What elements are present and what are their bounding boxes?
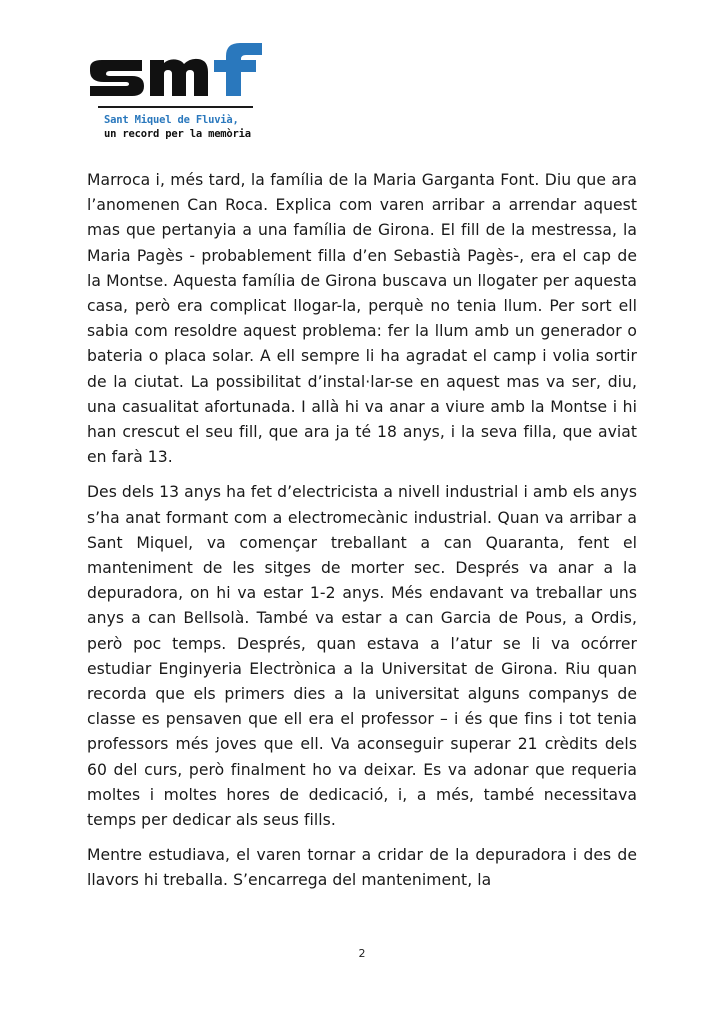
- page-number: 2: [358, 947, 366, 960]
- logo-divider: [98, 106, 253, 108]
- paragraph: Des dels 13 anys ha fet d’electricista a nivell industrial i amb els anys s’ha anat formant com a electromecànic industrial. Quan va arribar a Sant Miquel, va començar treballant a can Quaranta, fent el manteniment de les sitges de morter sec. Després va anar a la depuradora, on hi va estar 1-2 anys. Més endavant va treballar uns anys a can Bellsolà. També va estar a can Garcia de Pous, a Ordis, però poc temps. Després, quan estava a l’atur se li va ocórrer estudiar Enginyeria Electrònica a la Universitat de Girona. Riu quan recorda que els primers dies a la universitat alguns companys de classe es pensaven que ell era el professor – i és que fins i tot tenia professors més joves que ell. Va aconseguir superar 21 crèdits dels 60 del curs, però finalment ho va deixar. Es va adonar que requeria moltes i moltes hores de dedicació, i, a més, també necessitava temps per dedicar als seus fills.: [87, 483, 637, 830]
- paragraph: Marroca i, més tard, la família de la Maria Garganta Font. Diu que ara l’anomenen Can Roca. Explica com varen arribar a arrendar aquest mas que pertanyia a una família de Girona. El fill de la mestressa, la Maria Pagès - probablement filla d’en Sebastià Pagès-, era el cap de la Montse. Aquesta família de Girona buscava un llogater per aquesta casa, però era complicat llogar-la, perquè no tenia llum. Per sort ell sabia com resoldre aquest problema: fer la llum amb un generador o bateria o placa solar. A ell sempre li ha agradat el camp i volia sortir de la ciutat. La possibilitat d’instal·lar-se en aquest mas va ser, diu, una casualitat afortunada. I allà hi va anar a viure amb la Montse i hi han crescut el seu fill, que ara ja té 18 anys, i la seva filla, que aviat en farà 13.: [87, 171, 637, 467]
- logo-subtitle-line1: Sant Miquel de Fluvià,: [104, 114, 239, 126]
- smf-logo: [88, 38, 268, 148]
- logo-letter-f: [214, 43, 262, 96]
- paragraph: Mentre estudiava, el varen tornar a cridar de la depuradora i des de llavors hi treballa. S’encarrega del manteniment, la: [87, 846, 637, 890]
- logo-letter-s: [90, 60, 144, 96]
- smf-logo-mark: [88, 38, 268, 100]
- document-body: [87, 168, 637, 904]
- logo-letter-m: [150, 59, 208, 96]
- logo-subtitle-line2: un record per la memòria: [104, 128, 251, 140]
